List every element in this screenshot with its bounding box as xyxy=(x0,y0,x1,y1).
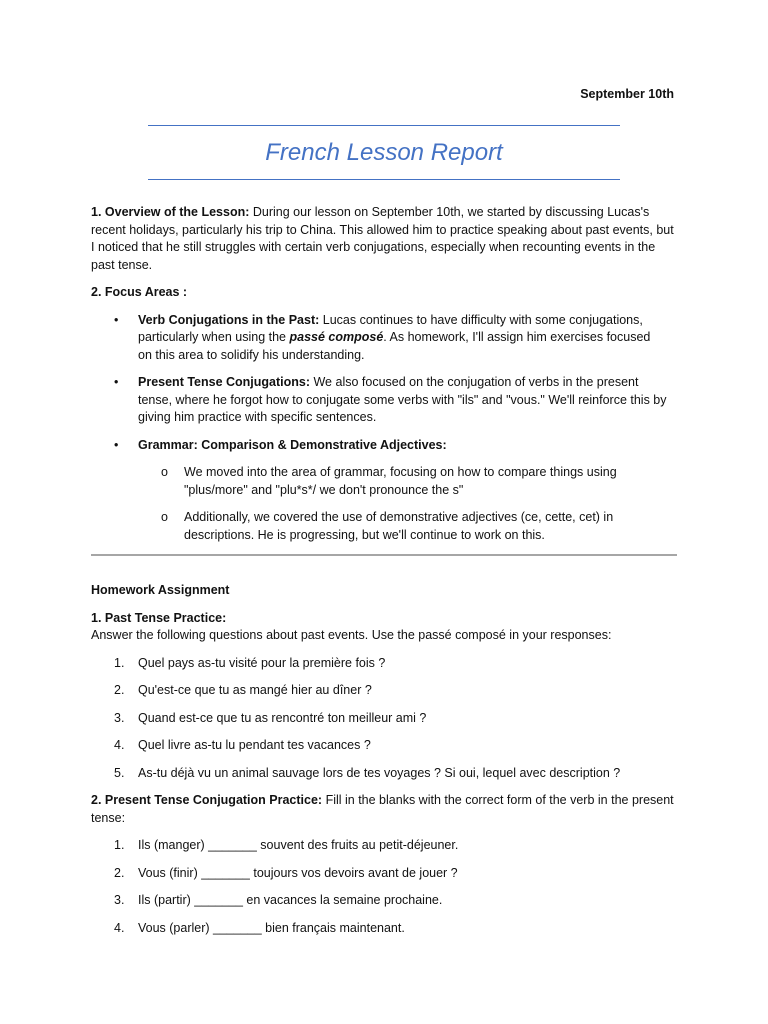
past-tense-label: 1. Past Tense Practice: xyxy=(91,610,227,625)
question-text: Vous (finir) _______ toujours vos devoirs avant de jouer ? xyxy=(138,865,458,880)
question-text: Ils (manger) _______ souvent des fruits au petit-déjeuner. xyxy=(138,838,459,852)
overview-label: 1. Overview of the Lesson: xyxy=(91,205,250,219)
list-item xyxy=(114,655,677,673)
focus-item-grammar xyxy=(138,437,677,545)
homework-heading xyxy=(91,582,677,600)
list-item xyxy=(114,710,677,728)
question-text: Quel livre as-tu lu pendant tes vacances ? xyxy=(138,738,371,752)
homework-heading-text: Homework Assignment xyxy=(91,583,230,597)
past-tense-instructions: Answer the following questions about past events. Use the passé composé in your responses: xyxy=(91,628,612,642)
item-number: 2. xyxy=(114,865,125,880)
focus-list xyxy=(91,312,677,545)
focus-item-present-conjugations xyxy=(138,374,677,427)
question-text: Quel pays as-tu visité pour la première fois ? xyxy=(138,655,386,670)
title-top-rule xyxy=(148,125,620,126)
question-text: Quand est-ce que tu as rencontré ton meilleur ami ? xyxy=(138,710,427,725)
list-item xyxy=(114,682,677,700)
item-number: 1. xyxy=(114,655,125,670)
past-tense-intro xyxy=(91,610,677,645)
focus-item-past-conjugations xyxy=(138,312,677,365)
report-date: September 10th xyxy=(580,87,674,101)
present-tense-intro xyxy=(91,792,677,827)
question-text: Ils (partir) _______ en vacances la semaine prochaine. xyxy=(138,893,443,907)
focus-item-label: Grammar: Comparison & Demonstrative Adjectives: xyxy=(138,437,447,452)
present-tense-instructions: Fill in the blanks with the correct form of the verb in the present tense: xyxy=(91,793,674,825)
present-tense-label: 2. Present Tense Conjugation Practice: xyxy=(91,793,323,807)
focus-item-emphasis: passé composé xyxy=(289,330,384,344)
grammar-subitem: o Additionally, we covered the use of demonstrative adjectives (ce, cette, cet) in descriptions. He is progressing, but we'll continue to work on this. xyxy=(184,509,667,544)
list-item xyxy=(114,765,677,783)
present-tense-questions xyxy=(91,837,677,937)
focus-item-text: Lucas continues to have difficulty with some conjugations, particularly when using the xyxy=(138,312,643,344)
item-number: 3. xyxy=(114,710,125,725)
list-item xyxy=(114,920,677,938)
section-divider xyxy=(91,554,677,556)
focus-item-label: Verb Conjugations in the Past: xyxy=(138,312,320,327)
item-number: 3. xyxy=(114,893,125,907)
item-number: 2. xyxy=(114,683,125,697)
report-body xyxy=(91,204,677,947)
focus-label: 2. Focus Areas : xyxy=(91,285,188,299)
question-text: Qu'est-ce que tu as mangé hier au dîner ? xyxy=(138,683,372,697)
overview-paragraph xyxy=(91,204,677,274)
list-item xyxy=(114,892,677,910)
focus-item-text: We also focused on the conjugation of verbs in the present tense, where he forgot how to conjugate some verbs with "ils" and "vous." We'll reinforce this by giving him practice with specific sentences. xyxy=(138,375,667,424)
question-text: As-tu déjà vu un animal sauvage lors de tes voyages ? Si oui, lequel avec description ? xyxy=(138,765,621,780)
report-title: French Lesson Report xyxy=(265,139,503,166)
focus-heading xyxy=(91,284,677,302)
grammar-sublist xyxy=(138,464,667,544)
grammar-subitem: o We moved into the area of grammar, focusing on how to compare things using "plus/more" and "plu*s*/ we don't pronounce the s" xyxy=(184,464,667,499)
title-bottom-rule xyxy=(148,179,620,180)
question-text: Vous (parler) _______ bien français maintenant. xyxy=(138,920,405,935)
item-number: 4. xyxy=(114,738,125,752)
list-item xyxy=(114,737,677,755)
focus-item-text: . As homework, I'll assign him exercises focused on this area to solidify his understanding. xyxy=(138,330,651,362)
focus-item-label: Present Tense Conjugations: xyxy=(138,375,311,389)
list-item xyxy=(114,837,677,855)
item-number: 1. xyxy=(114,838,125,852)
item-number: 5. xyxy=(114,765,125,780)
item-number: 4. xyxy=(114,920,125,935)
past-tense-questions xyxy=(91,655,677,783)
list-item xyxy=(114,865,677,883)
overview-text: During our lesson on September 10th, we started by discussing Lucas's recent holidays, particularly his trip to China. This allowed him to practice speaking about past events, but I noticed that he still struggles with certain verb conjugations, especially when recounting events in the past tense. xyxy=(91,205,674,272)
